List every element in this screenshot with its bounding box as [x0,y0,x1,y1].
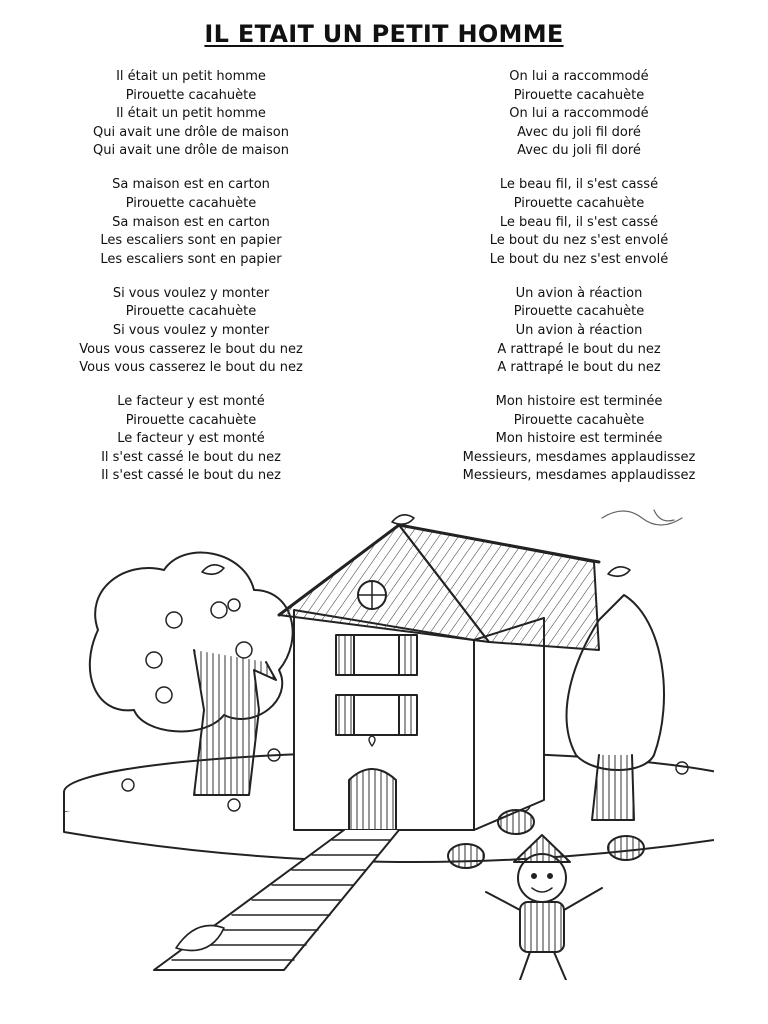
stanza [414,68,744,161]
lyric-line: Pirouette cacahuète [125,304,257,320]
lyrics-right-column [414,68,744,501]
stanza [26,285,356,378]
lyric-line: Il était un petit homme [116,69,266,84]
lyric-line: Un avion à réaction [515,285,643,301]
stanza [414,393,744,486]
lyric-line: Le bout du nez s'est envolé [489,233,669,249]
lyric-line: Pirouette cacahuète [513,195,645,211]
lyric-line: Il s'est cassé le bout du nez [101,449,281,465]
lyric-line: Qui avait une drôle de maison [93,143,289,159]
stanza [26,176,356,269]
lyric-line: Si vous voulez y monter [112,285,270,301]
lyric-line: Sa maison est en carton [112,177,270,193]
lyric-line: Si vous voulez y monter [112,322,270,338]
lyric-line: Mon histoire est terminée [495,431,663,447]
swirl-ornament [602,510,682,525]
lyric-line: Il s'est cassé le bout du nez [101,468,281,484]
lyric-line: Qui avait une drôle de maison [93,124,289,140]
stanza [26,393,356,486]
lyric-line: Pirouette cacahuète [125,412,257,428]
song-title: IL ETAIT UN PETIT HOMME [204,20,564,48]
lyric-line: Le beau fil, il s'est cassé [499,177,659,193]
stanza [414,176,744,269]
lyric-line: Le facteur y est monté [117,431,265,447]
lyric-line: Les escaliers sont en papier [100,251,282,267]
coloring-illustration [54,500,714,980]
lyric-line: Messieurs, mesdames applaudissez [462,449,696,465]
lyric-line: Vous vous casserez le bout du nez [79,341,303,357]
lyric-line: Pirouette cacahuète [513,304,645,320]
lyric-line: Mon histoire est terminée [495,394,663,410]
lyric-line: A rattrapé le bout du nez [497,360,661,376]
lyric-line: Avec du joli fil doré [517,124,641,140]
lyric-line: Le facteur y est monté [117,394,265,410]
lyric-line: Vous vous casserez le bout du nez [79,360,303,376]
lyric-line: Le bout du nez s'est envolé [489,251,669,267]
lyric-line: Pirouette cacahuète [125,195,257,211]
lyric-line: Il était un petit homme [116,106,266,122]
lyric-line: Un avion à réaction [515,322,643,338]
lyric-line: Pirouette cacahuète [513,412,645,428]
lyric-line: On lui a raccommodé [509,69,649,84]
lyric-line: Les escaliers sont en papier [100,233,282,249]
lyric-line: On lui a raccommodé [509,106,649,122]
lyric-line: Avec du joli fil doré [517,143,641,159]
stanza [414,285,744,378]
lyric-line: Messieurs, mesdames applaudissez [462,468,696,484]
lyric-line: Pirouette cacahuète [125,87,257,103]
lyrics-left-column [26,68,356,501]
lyric-line: Pirouette cacahuète [513,87,645,103]
lyric-line: Le beau fil, il s'est cassé [499,214,659,230]
lyric-line: Sa maison est en carton [112,214,270,230]
lyric-line: A rattrapé le bout du nez [497,341,661,357]
stanza [26,68,356,161]
